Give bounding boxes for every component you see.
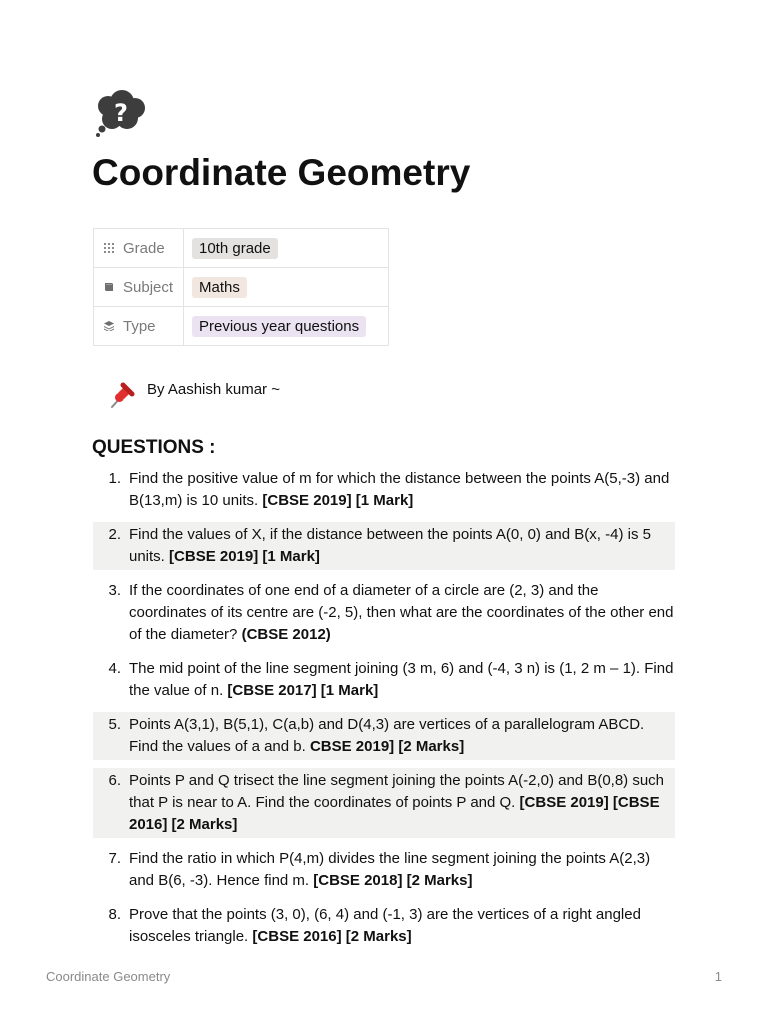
question-source-tag: (CBSE 2012)	[241, 626, 331, 643]
question-body	[129, 468, 675, 512]
property-row-type	[94, 307, 389, 346]
list-item	[93, 846, 675, 894]
footer-page-number: 1	[714, 969, 722, 984]
list-item	[93, 902, 675, 950]
question-number: 2.	[108, 526, 121, 543]
book-icon	[104, 282, 114, 292]
question-body	[129, 848, 675, 892]
list-item	[93, 656, 675, 704]
question-number: 5.	[108, 716, 121, 733]
question-body	[129, 658, 675, 702]
grid-icon	[104, 243, 114, 253]
question-body	[129, 904, 675, 948]
list-item	[93, 522, 675, 570]
question-number: 4.	[108, 660, 121, 677]
question-source-tag: [CBSE 2019] [CBSE 2016] [2 Marks]	[129, 794, 660, 833]
list-item	[93, 712, 675, 760]
grade-tag[interactable]: 10th grade	[192, 238, 278, 259]
question-source-tag: CBSE 2019] [2 Marks]	[309, 738, 465, 755]
question-text: Points P and Q trisect the line segment joining the points A(-2,0) and B(0,8) such that P is near to A. Find the coordinates of points P and Q.	[129, 772, 665, 811]
question-source-tag: [CBSE 2018] [2 Marks]	[313, 872, 473, 889]
question-text: Find the values of X, if the distance between the points A(0, 0) and B(x, -4) is 5 units.	[129, 526, 651, 565]
question-text: Find the ratio in which P(4,m) divides the line segment joining the points A(2,3) and B(6, -3). Hence find m.	[129, 850, 651, 889]
thought-bubble-question-icon	[95, 89, 147, 137]
question-body	[129, 714, 675, 758]
questions-heading: QUESTIONS :	[92, 437, 216, 458]
author-callout	[108, 378, 280, 409]
property-row-grade	[94, 229, 389, 268]
type-tag[interactable]: Previous year questions	[192, 316, 366, 337]
property-name-subject: Subject	[123, 278, 174, 296]
question-source-tag: [CBSE 2019] [1 Mark]	[262, 492, 414, 509]
question-text: If the coordinates of one end of a diameter of a circle are (2, 3) and the coordinates of its centre are (-2, 5), then what are the coordinates of the other end of the diameter?	[129, 582, 674, 643]
question-number: 3.	[108, 582, 121, 599]
questions-list	[93, 466, 675, 958]
pushpin-icon	[108, 381, 136, 409]
question-source-tag: [CBSE 2016] [2 Marks]	[252, 928, 412, 945]
subject-tag[interactable]: Maths	[192, 277, 247, 298]
question-text: Points A(3,1), B(5,1), C(a,b) and D(4,3) are vertices of a parallelogram ABCD. Find the values of a and b.	[129, 716, 645, 755]
question-text: The mid point of the line segment joining (3 m, 6) and (-4, 3 n) is (1, 2 m – 1). Find the value of n.	[129, 660, 674, 699]
property-row-subject	[94, 268, 389, 307]
question-number: 7.	[108, 850, 121, 867]
list-item	[93, 466, 675, 514]
author-text: By Aashish kumar ~	[147, 381, 280, 398]
question-source-tag: [CBSE 2017] [1 Mark]	[227, 682, 379, 699]
question-number: 1.	[108, 470, 121, 487]
question-number: 6.	[108, 772, 121, 789]
question-text: Prove that the points (3, 0), (6, 4) and (-1, 3) are the vertices of a right angled isosceles triangle.	[129, 906, 641, 945]
list-item	[93, 578, 675, 648]
page-title: Coordinate Geometry	[92, 152, 471, 193]
question-number: 8.	[108, 906, 121, 923]
property-name-type: Type	[123, 317, 156, 335]
question-source-tag: [CBSE 2019] [1 Mark]	[169, 548, 320, 565]
list-item	[93, 768, 675, 838]
svg-text:?: ?	[114, 99, 128, 127]
properties-table	[93, 228, 389, 346]
layers-icon	[104, 321, 114, 331]
footer-title: Coordinate Geometry	[46, 969, 171, 984]
question-body	[129, 770, 675, 836]
question-text: Find the positive value of m for which the distance between the points A(5,-3) and B(13,m) is 10 units.	[129, 470, 670, 509]
property-name-grade: Grade	[123, 239, 165, 257]
question-body	[129, 524, 675, 568]
question-body	[129, 580, 675, 646]
